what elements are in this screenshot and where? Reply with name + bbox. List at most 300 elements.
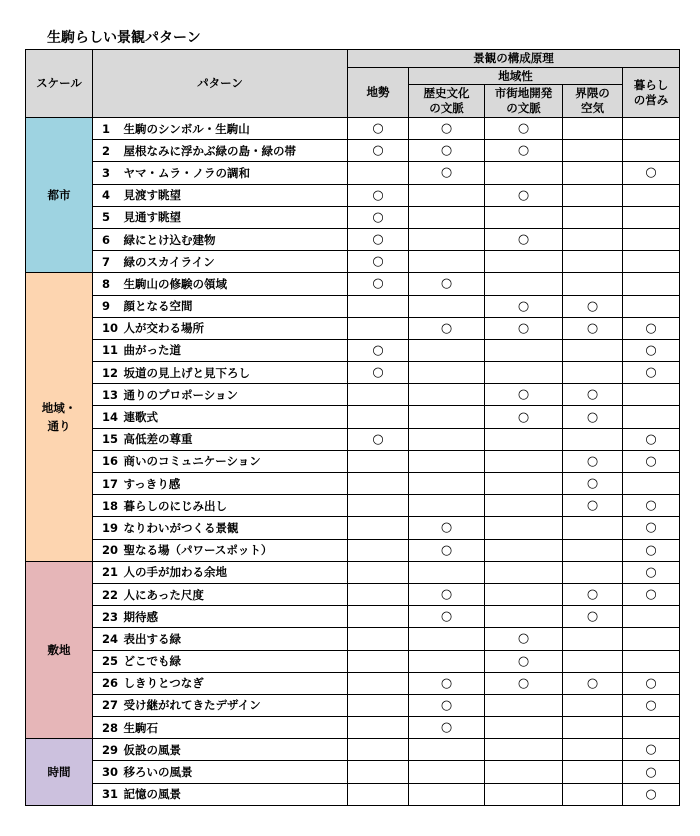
circle-mark: ○ xyxy=(372,254,384,270)
mark-boundary xyxy=(563,717,623,739)
table-row xyxy=(26,739,680,761)
circle-mark: ○ xyxy=(517,387,530,403)
mark-living xyxy=(623,317,680,339)
mark-living xyxy=(623,650,680,672)
header-living-line1: 暮らし xyxy=(633,77,669,92)
pattern-number: 31 xyxy=(93,783,120,805)
circle-mark: ○ xyxy=(586,498,599,514)
mark-terrain xyxy=(348,739,409,761)
pattern-name: 見渡す眺望 xyxy=(120,184,348,206)
header-history-line2: の文脈 xyxy=(429,101,464,115)
mark-history xyxy=(409,583,485,605)
mark-terrain xyxy=(348,539,409,561)
circle-mark: ○ xyxy=(440,520,453,536)
scale-group-label: 敷地 xyxy=(47,642,71,657)
mark-living xyxy=(623,450,680,472)
circle-mark: ○ xyxy=(586,387,599,403)
mark-boundary xyxy=(563,628,623,650)
table-row xyxy=(26,539,680,561)
circle-mark: ○ xyxy=(645,520,657,536)
circle-mark: ○ xyxy=(517,298,530,314)
pattern-name: 連歌式 xyxy=(120,406,348,428)
pattern-number: 19 xyxy=(93,517,120,539)
mark-urban xyxy=(485,628,563,650)
circle-mark: ○ xyxy=(440,609,453,625)
mark-living xyxy=(623,473,680,495)
header-history-line1: 歴史文化 xyxy=(423,86,470,101)
circle-mark: ○ xyxy=(440,121,453,137)
mark-history xyxy=(409,228,485,250)
circle-mark: ○ xyxy=(645,675,657,691)
mark-boundary xyxy=(563,384,623,406)
circle-mark: ○ xyxy=(586,675,599,691)
mark-living xyxy=(623,761,680,783)
pattern-number: 12 xyxy=(93,362,120,384)
circle-mark: ○ xyxy=(372,209,384,225)
pattern-number: 26 xyxy=(93,672,120,694)
mark-terrain xyxy=(348,206,409,228)
pattern-name: 顔となる空間 xyxy=(120,295,348,317)
mark-history xyxy=(409,783,485,805)
pattern-name: 人の手が加わる余地 xyxy=(120,561,348,583)
mark-terrain xyxy=(348,561,409,583)
mark-boundary xyxy=(563,694,623,716)
pattern-number: 25 xyxy=(93,650,120,672)
circle-mark: ○ xyxy=(586,453,599,469)
mark-living xyxy=(623,162,680,184)
mark-urban xyxy=(485,162,563,184)
mark-terrain xyxy=(348,251,409,273)
mark-urban xyxy=(485,694,563,716)
circle-mark: ○ xyxy=(586,609,599,625)
pattern-name: 表出する緑 xyxy=(120,628,348,650)
table-row xyxy=(26,362,680,384)
mark-terrain xyxy=(348,672,409,694)
circle-mark: ○ xyxy=(440,320,453,336)
mark-terrain xyxy=(348,162,409,184)
mark-urban xyxy=(485,672,563,694)
pattern-number: 6 xyxy=(93,228,120,250)
circle-mark: ○ xyxy=(645,786,657,802)
pattern-number: 21 xyxy=(93,561,120,583)
pattern-name: 生駒のシンボル・生駒山 xyxy=(120,118,348,140)
mark-terrain xyxy=(348,317,409,339)
mark-history xyxy=(409,561,485,583)
table-row xyxy=(26,384,680,406)
header-living xyxy=(623,68,680,118)
mark-living xyxy=(623,184,680,206)
circle-mark: ○ xyxy=(440,165,453,181)
scale-group-label: 通り xyxy=(47,419,71,434)
mark-urban xyxy=(485,228,563,250)
table-row xyxy=(26,406,680,428)
pattern-name: 人が交わる場所 xyxy=(120,317,348,339)
mark-terrain xyxy=(348,406,409,428)
scale-group-label: 都市 xyxy=(47,187,71,202)
pattern-number: 9 xyxy=(93,295,120,317)
table-row xyxy=(26,517,680,539)
circle-mark: ○ xyxy=(645,742,657,758)
mark-terrain xyxy=(348,517,409,539)
mark-terrain xyxy=(348,228,409,250)
mark-urban xyxy=(485,295,563,317)
mark-history xyxy=(409,517,485,539)
circle-mark: ○ xyxy=(517,232,530,248)
mark-urban xyxy=(485,495,563,517)
mark-boundary xyxy=(563,206,623,228)
mark-terrain xyxy=(348,339,409,361)
mark-boundary xyxy=(563,495,623,517)
header-urban-line2: の文脈 xyxy=(506,101,541,115)
mark-urban xyxy=(485,539,563,561)
pattern-name: 高低差の尊重 xyxy=(120,428,348,450)
mark-boundary xyxy=(563,140,623,162)
table-row xyxy=(26,583,680,605)
mark-living xyxy=(623,561,680,583)
pattern-name: 生駒山の修験の領域 xyxy=(120,273,348,295)
pattern-name: 緑のスカイライン xyxy=(120,251,348,273)
mark-terrain xyxy=(348,118,409,140)
scale-group-cell xyxy=(26,118,93,273)
circle-mark: ○ xyxy=(645,587,657,603)
circle-mark: ○ xyxy=(586,476,599,492)
mark-boundary xyxy=(563,473,623,495)
mark-terrain xyxy=(348,761,409,783)
header-living-line2: の営み xyxy=(633,92,669,107)
mark-terrain xyxy=(348,450,409,472)
mark-living xyxy=(623,428,680,450)
mark-living xyxy=(623,583,680,605)
mark-history xyxy=(409,317,485,339)
mark-living xyxy=(623,406,680,428)
mark-boundary xyxy=(563,228,623,250)
mark-urban xyxy=(485,384,563,406)
mark-urban xyxy=(485,406,563,428)
mark-urban xyxy=(485,783,563,805)
document-title: 生駒らしい景観パターン xyxy=(47,30,201,46)
mark-living xyxy=(623,606,680,628)
pattern-number: 29 xyxy=(93,739,120,761)
header-boundary xyxy=(563,85,623,118)
circle-mark: ○ xyxy=(645,365,657,381)
table-row xyxy=(26,140,680,162)
mark-urban xyxy=(485,184,563,206)
mark-urban xyxy=(485,606,563,628)
circle-mark: ○ xyxy=(517,653,530,669)
mark-urban xyxy=(485,450,563,472)
circle-mark: ○ xyxy=(517,121,530,137)
circle-mark: ○ xyxy=(645,453,657,469)
pattern-number: 20 xyxy=(93,539,120,561)
circle-mark: ○ xyxy=(440,276,453,292)
mark-boundary xyxy=(563,317,623,339)
mark-history xyxy=(409,539,485,561)
pattern-number: 28 xyxy=(93,717,120,739)
table-row xyxy=(26,672,680,694)
circle-mark: ○ xyxy=(517,320,530,336)
mark-terrain xyxy=(348,694,409,716)
mark-living xyxy=(623,495,680,517)
mark-terrain xyxy=(348,473,409,495)
mark-history xyxy=(409,184,485,206)
pattern-name: しきりとつなぎ xyxy=(120,672,348,694)
header-boundary-line1: 界隈の xyxy=(575,86,610,101)
pattern-number: 14 xyxy=(93,406,120,428)
mark-boundary xyxy=(563,362,623,384)
circle-mark: ○ xyxy=(372,121,384,137)
mark-living xyxy=(623,140,680,162)
mark-terrain xyxy=(348,783,409,805)
pattern-number: 3 xyxy=(93,162,120,184)
mark-boundary xyxy=(563,184,623,206)
table-row xyxy=(26,317,680,339)
mark-living xyxy=(623,517,680,539)
pattern-name: 生駒石 xyxy=(120,717,348,739)
circle-mark: ○ xyxy=(372,342,384,358)
table-row xyxy=(26,761,680,783)
circle-mark: ○ xyxy=(440,143,453,159)
mark-terrain xyxy=(348,140,409,162)
mark-terrain xyxy=(348,628,409,650)
pattern-number: 17 xyxy=(93,473,120,495)
circle-mark: ○ xyxy=(517,675,530,691)
circle-mark: ○ xyxy=(372,143,384,159)
table-row xyxy=(26,251,680,273)
landscape-pattern-table xyxy=(25,49,680,806)
pattern-number: 2 xyxy=(93,140,120,162)
pattern-number: 4 xyxy=(93,184,120,206)
circle-mark: ○ xyxy=(645,431,657,447)
mark-urban xyxy=(485,761,563,783)
circle-mark: ○ xyxy=(517,143,530,159)
mark-history xyxy=(409,384,485,406)
mark-terrain xyxy=(348,650,409,672)
circle-mark: ○ xyxy=(586,587,599,603)
mark-living xyxy=(623,339,680,361)
table-row xyxy=(26,118,680,140)
scale-group-cell xyxy=(26,273,93,561)
pattern-name: 緑にとけ込む建物 xyxy=(120,228,348,250)
table-row xyxy=(26,473,680,495)
pattern-name: どこでも緑 xyxy=(120,650,348,672)
circle-mark: ○ xyxy=(645,564,657,580)
pattern-name: 記憶の風景 xyxy=(120,783,348,805)
table-row xyxy=(26,428,680,450)
circle-mark: ○ xyxy=(372,232,384,248)
pattern-name: 移ろいの風景 xyxy=(120,761,348,783)
mark-urban xyxy=(485,339,563,361)
table-row xyxy=(26,450,680,472)
mark-urban xyxy=(485,118,563,140)
mark-living xyxy=(623,694,680,716)
circle-mark: ○ xyxy=(586,298,599,314)
pattern-number: 15 xyxy=(93,428,120,450)
table-row xyxy=(26,717,680,739)
mark-urban xyxy=(485,561,563,583)
mark-boundary xyxy=(563,273,623,295)
pattern-number: 30 xyxy=(93,761,120,783)
mark-boundary xyxy=(563,539,623,561)
mark-terrain xyxy=(348,495,409,517)
pattern-name: すっきり感 xyxy=(120,473,348,495)
mark-living xyxy=(623,717,680,739)
mark-history xyxy=(409,118,485,140)
mark-terrain xyxy=(348,428,409,450)
mark-urban xyxy=(485,251,563,273)
mark-history xyxy=(409,206,485,228)
pattern-number: 8 xyxy=(93,273,120,295)
circle-mark: ○ xyxy=(372,276,384,292)
pattern-number: 1 xyxy=(93,118,120,140)
table-row xyxy=(26,273,680,295)
table-row xyxy=(26,694,680,716)
scale-group-cell xyxy=(26,561,93,739)
mark-urban xyxy=(485,473,563,495)
circle-mark: ○ xyxy=(372,187,384,203)
table-row xyxy=(26,184,680,206)
pattern-number: 11 xyxy=(93,339,120,361)
mark-boundary xyxy=(563,339,623,361)
mark-living xyxy=(623,384,680,406)
mark-history xyxy=(409,406,485,428)
header-principles: 景観の構成原理 xyxy=(348,50,680,68)
mark-living xyxy=(623,206,680,228)
mark-boundary xyxy=(563,295,623,317)
mark-terrain xyxy=(348,717,409,739)
mark-history xyxy=(409,162,485,184)
circle-mark: ○ xyxy=(586,409,599,425)
pattern-name: 屋根なみに浮かぶ緑の島・緑の帯 xyxy=(120,140,348,162)
mark-urban xyxy=(485,362,563,384)
mark-living xyxy=(623,672,680,694)
table-row xyxy=(26,339,680,361)
mark-urban xyxy=(485,517,563,539)
mark-history xyxy=(409,140,485,162)
circle-mark: ○ xyxy=(645,342,657,358)
circle-mark: ○ xyxy=(440,587,453,603)
mark-urban xyxy=(485,583,563,605)
mark-urban xyxy=(485,428,563,450)
mark-urban xyxy=(485,650,563,672)
circle-mark: ○ xyxy=(372,431,384,447)
header-scale: スケール xyxy=(26,50,93,118)
mark-boundary xyxy=(563,739,623,761)
pattern-number: 18 xyxy=(93,495,120,517)
mark-history xyxy=(409,694,485,716)
mark-urban xyxy=(485,206,563,228)
scale-group-label: 地域・ xyxy=(41,400,77,415)
mark-boundary xyxy=(563,606,623,628)
mark-living xyxy=(623,118,680,140)
mark-history xyxy=(409,606,485,628)
mark-living xyxy=(623,739,680,761)
header-history xyxy=(409,85,485,118)
header-pattern: パターン xyxy=(93,50,348,118)
pattern-name: 期待感 xyxy=(120,606,348,628)
scale-group-cell xyxy=(26,739,93,806)
pattern-name: 受け継がれてきたデザイン xyxy=(120,694,348,716)
mark-history xyxy=(409,450,485,472)
table-body xyxy=(26,118,680,806)
mark-terrain xyxy=(348,184,409,206)
mark-boundary xyxy=(563,428,623,450)
pattern-name: 商いのコミュニケーション xyxy=(120,450,348,472)
mark-history xyxy=(409,473,485,495)
circle-mark: ○ xyxy=(645,498,657,514)
mark-terrain xyxy=(348,362,409,384)
circle-mark: ○ xyxy=(440,720,453,736)
mark-living xyxy=(623,783,680,805)
table-row xyxy=(26,295,680,317)
pattern-name: ヤマ・ムラ・ノラの調和 xyxy=(120,162,348,184)
mark-living xyxy=(623,251,680,273)
header-terrain: 地勢 xyxy=(348,68,409,118)
table-row xyxy=(26,495,680,517)
pattern-name: 坂道の見上げと見下ろし xyxy=(120,362,348,384)
pattern-number: 7 xyxy=(93,251,120,273)
mark-history xyxy=(409,273,485,295)
circle-mark: ○ xyxy=(645,764,657,780)
mark-history xyxy=(409,428,485,450)
mark-living xyxy=(623,628,680,650)
mark-history xyxy=(409,650,485,672)
pattern-name: 暮らしのにじみ出し xyxy=(120,495,348,517)
table-row xyxy=(26,628,680,650)
mark-living xyxy=(623,362,680,384)
mark-living xyxy=(623,295,680,317)
circle-mark: ○ xyxy=(645,165,657,181)
pattern-number: 22 xyxy=(93,583,120,605)
mark-history xyxy=(409,717,485,739)
table-row xyxy=(26,606,680,628)
mark-urban xyxy=(485,739,563,761)
mark-terrain xyxy=(348,583,409,605)
mark-boundary xyxy=(563,162,623,184)
scale-group-label: 時間 xyxy=(47,764,71,779)
table-row xyxy=(26,561,680,583)
mark-urban xyxy=(485,140,563,162)
table-row xyxy=(26,162,680,184)
mark-terrain xyxy=(348,273,409,295)
mark-boundary xyxy=(563,517,623,539)
mark-history xyxy=(409,362,485,384)
mark-boundary xyxy=(563,406,623,428)
circle-mark: ○ xyxy=(440,542,453,558)
circle-mark: ○ xyxy=(645,542,657,558)
pattern-name: 曲がった道 xyxy=(120,339,348,361)
mark-history xyxy=(409,251,485,273)
mark-boundary xyxy=(563,761,623,783)
table-row xyxy=(26,228,680,250)
mark-boundary xyxy=(563,672,623,694)
pattern-name: 通りのプロポーション xyxy=(120,384,348,406)
mark-boundary xyxy=(563,783,623,805)
circle-mark: ○ xyxy=(645,697,657,713)
mark-boundary xyxy=(563,251,623,273)
mark-terrain xyxy=(348,295,409,317)
header-regional: 地域性 xyxy=(409,68,623,85)
mark-history xyxy=(409,761,485,783)
pattern-name: 人にあった尺度 xyxy=(120,583,348,605)
mark-history xyxy=(409,295,485,317)
pattern-name: なりわいがつくる景観 xyxy=(120,517,348,539)
pattern-name: 見通す眺望 xyxy=(120,206,348,228)
pattern-name: 聖なる場（パワースポット） xyxy=(120,539,348,561)
circle-mark: ○ xyxy=(517,409,530,425)
circle-mark: ○ xyxy=(440,697,453,713)
mark-boundary xyxy=(563,561,623,583)
pattern-name: 仮設の風景 xyxy=(120,739,348,761)
